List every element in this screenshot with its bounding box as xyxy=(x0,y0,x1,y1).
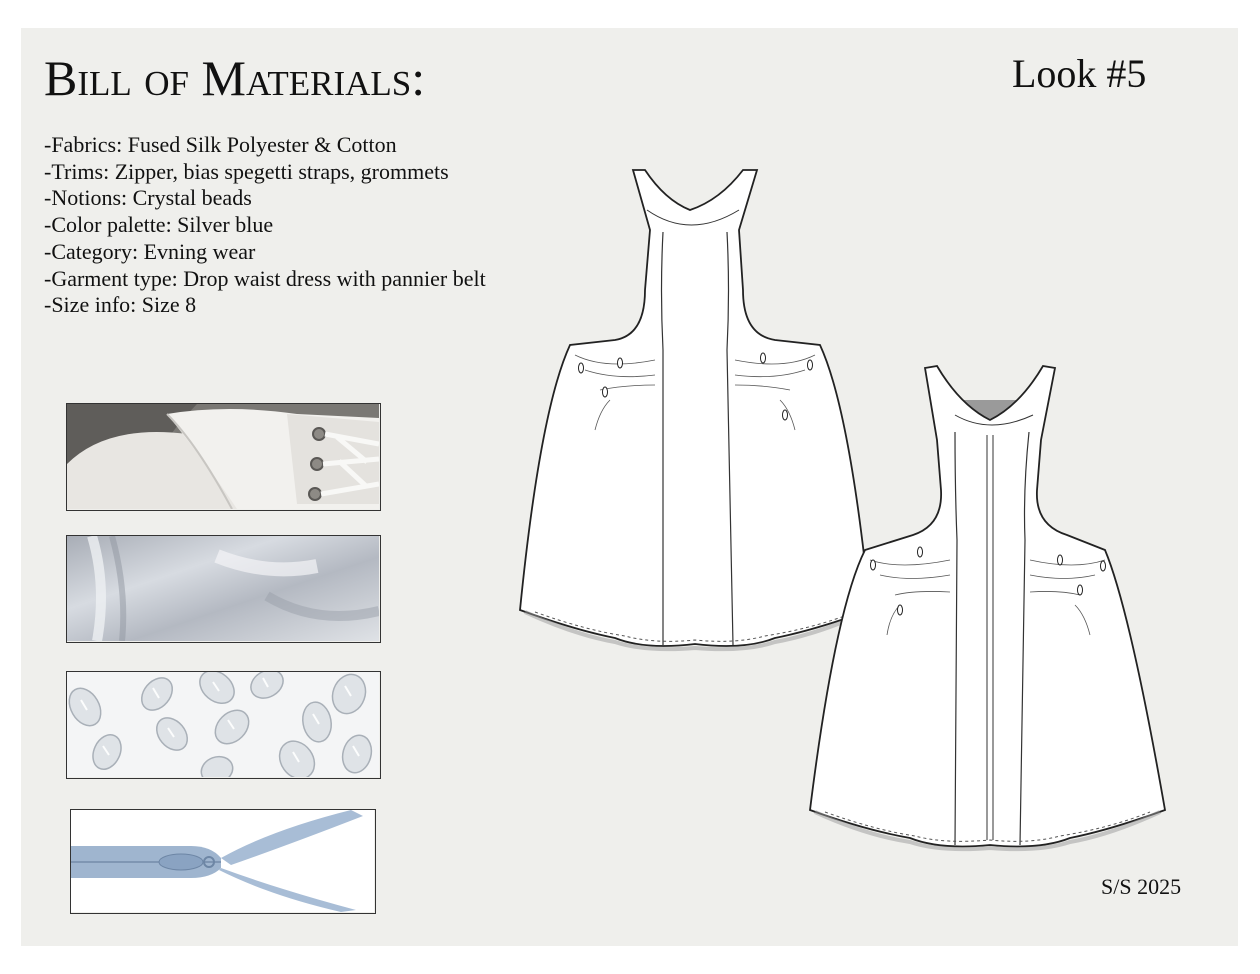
look-number: Look #5 xyxy=(1012,51,1147,96)
materials-item-size-info: -Size info: Size 8 xyxy=(44,292,197,318)
page-title: Bill of Materials: xyxy=(44,50,426,106)
materials-item-notions: -Notions: Crystal beads xyxy=(44,185,252,211)
back-view-dress-sketch xyxy=(805,360,1170,855)
materials-item-category: -Category: Evning wear xyxy=(44,238,256,264)
grommet-lacing-swatch xyxy=(66,403,381,511)
materials-item-color-palette: -Color palette: Silver blue xyxy=(44,212,274,238)
silver-satin-fabric-swatch xyxy=(66,535,381,643)
season-label: S/S 2025 xyxy=(1101,874,1182,899)
materials-item-garment-type: -Garment type: Drop waist dress with pannier belt xyxy=(44,265,486,291)
materials-item-fabrics: -Fabrics: Fused Silk Polyester & Cotton xyxy=(44,132,397,157)
blue-invisible-zipper-swatch xyxy=(70,809,376,914)
materials-item-trims: -Trims: Zipper, bias spegetti straps, grommets xyxy=(44,158,449,184)
crystal-beads-swatch xyxy=(66,671,381,779)
materials-list xyxy=(44,132,486,319)
